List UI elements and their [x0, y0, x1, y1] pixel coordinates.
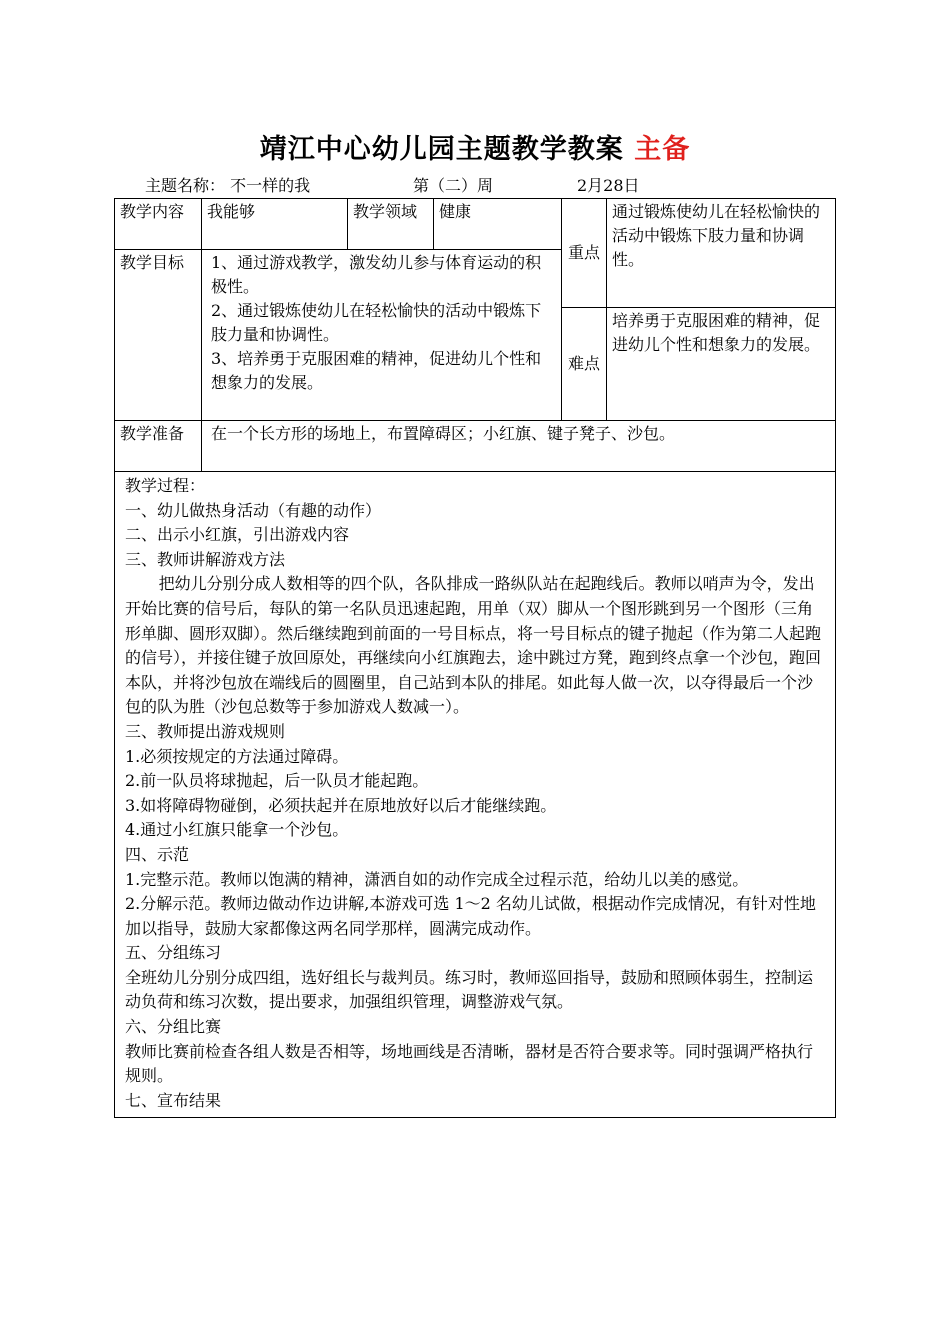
goal-item: 3、培养勇于克服困难的精神，促进幼儿个性和想象力的发展。 [211, 349, 542, 392]
key-label: 重点 [562, 199, 607, 308]
process-heading: 教学过程： [125, 476, 206, 495]
process-line: 全班幼儿分别分成四组，选好组长与裁判员。练习时，教师巡回指导，鼓励和照顾体弱生，控制运动负荷和练习次数，提出要求，加强组织管理，调整游戏气氛。 [125, 967, 814, 1012]
lesson-table [114, 198, 836, 1118]
content-value: 我能够 [202, 199, 348, 250]
process-line: 三、教师讲解游戏方法 [125, 549, 286, 569]
difficulty-label: 难点 [562, 308, 607, 421]
content-label: 教学内容 [115, 199, 202, 250]
process-cell [115, 472, 836, 1118]
theme-name: 主题名称： 不一样的我 [145, 176, 311, 195]
lesson-date: 2月28日 [577, 176, 640, 195]
process-line: 六、分组比赛 [125, 1017, 222, 1037]
goal-label: 教学目标 [115, 250, 202, 421]
prep-value: 在一个长方形的场地上，布置障碍区；小红旗、键子凳子、沙包。 [202, 421, 836, 472]
goal-list [202, 250, 562, 421]
goal-item: 2、通过锻炼使幼儿在轻松愉快的活动中锻炼下肢力量和协调性。 [211, 301, 542, 344]
process-line: 一、幼儿做热身活动（有趣的动作） [125, 500, 382, 520]
process-paragraph: 把幼儿分别分成人数相等的四个队，各队排成一路纵队站在起跑线后。教师以哨声为令，发出开始比赛的信号后，每队的第一名队员迅速起跑，用单（双）脚从一个图形跳到另一个图形（三角形单脚、圆形双脚）。然后继续跑到前面的一号目标点，将一号目标点的键子抛起（作为第二人起跑的信号），并接住键子放回原处，再继续向小红旗跑去，途中跳过方凳，跑到终点拿一个沙包，跑回本队，并将沙包放在端线后的圆圈里，自己站到本队的排尾。如此每人做一次，以夺得最后一个沙包的队为胜（沙包总数等于参加游戏人数减一）。 [125, 574, 822, 717]
process-line: 1.必须按规定的方法通过障碍。 [125, 746, 349, 766]
process-line: 五、分组练习 [125, 943, 222, 963]
process-line: 三、教师提出游戏规则 [125, 721, 286, 741]
process-line: 二、出示小红旗，引出游戏内容 [125, 525, 350, 545]
goal-item: 1、通过游戏教学，激发幼儿参与体育运动的积极性。 [211, 253, 542, 296]
domain-value: 健康 [434, 199, 562, 250]
process-line: 2.前一队员将球抛起，后一队员才能起跑。 [125, 771, 429, 791]
process-line: 1.完整示范。教师以饱满的精神，潇洒自如的动作完成全过程示范，给幼儿以美的感觉。 [125, 869, 749, 889]
process-line: 4.通过小红旗只能拿一个沙包。 [125, 820, 349, 840]
process-line: 七、宣布结果 [125, 1090, 222, 1110]
title-main: 靖江中心幼儿园主题教学教案 [259, 134, 624, 165]
domain-label: 教学领域 [348, 199, 434, 250]
difficulty-value: 培养勇于克服困难的精神，促进幼儿个性和想象力的发展。 [607, 308, 836, 421]
process-line: 2.分解示范。教师边做动作边讲解,本游戏可选 1～2 名幼儿试做，根据动作完成情况，有针对性地加以指导，鼓励大家都像这两名同学那样，圆满完成动作。 [125, 894, 816, 938]
page-title [0, 132, 950, 168]
process-line: 教师比赛前检查各组人数是否相等，场地画线是否清晰，器材是否符合要求等。同时强调严格执行规则。 [125, 1041, 814, 1086]
title-accent: 主备 [634, 134, 691, 165]
process-line: 四、示范 [125, 844, 190, 864]
prep-label: 教学准备 [115, 421, 202, 472]
process-line: 3.如将障碍物碰倒，必须扶起并在原地放好以后才能继续跑。 [125, 795, 557, 815]
key-value: 通过锻炼使幼儿在轻松愉快的活动中锻炼下肢力量和协调性。 [607, 199, 836, 308]
week-number: 第（二）周 [413, 176, 494, 195]
